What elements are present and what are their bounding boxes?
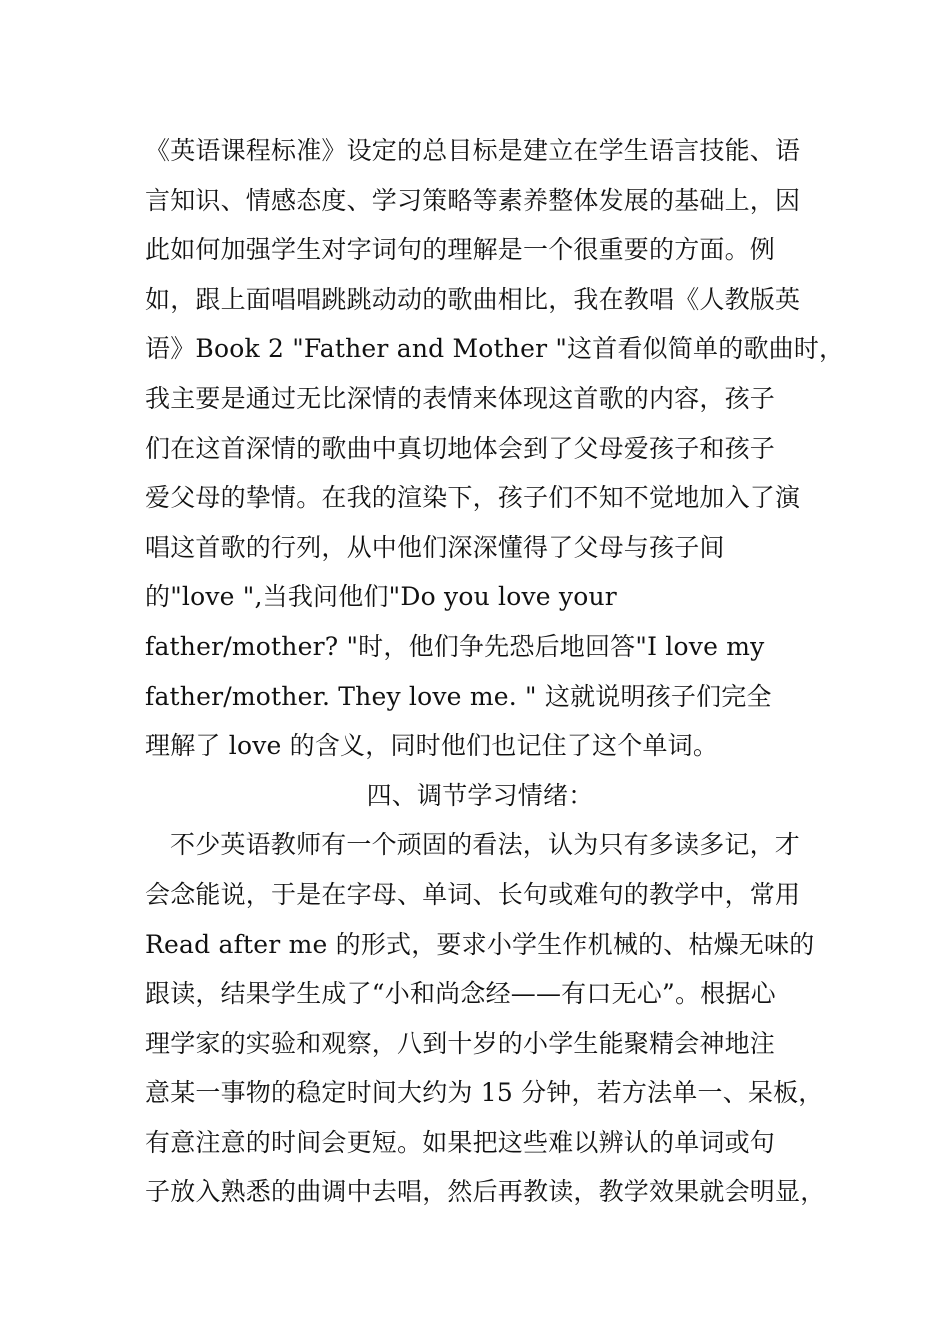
- text-line: 理解了 love 的含义，同时他们也记住了这个单词。: [145, 731, 719, 761]
- text-line: 跟读，结果学生成了“小和尚念经——有口无心”。根据心: [145, 979, 776, 1009]
- text-line: 的"love ",当我问他们"Do you love your: [145, 582, 617, 612]
- section-heading: 四、调节学习情绪：: [366, 780, 594, 810]
- text-line: 意某一事物的稳定时间大约为 15 分钟，若方法单一、呆板，: [145, 1078, 824, 1108]
- text-line: Read after me 的形式，要求小学生作机械的、枯燥无味的: [145, 929, 815, 959]
- body-text: [145, 126, 845, 1217]
- text-line: 有意注意的时间会更短。如果把这些难以辨认的单词或句: [145, 1127, 776, 1157]
- text-line: father/mother? "时，他们争先恐后地回答"I love my: [145, 631, 765, 661]
- text-line: 会念能说，于是在字母、单词、长句或难句的教学中，常用: [145, 879, 801, 909]
- text-line: 《英语课程标准》设定的总目标是建立在学生语言技能、语: [145, 136, 801, 165]
- text-line: father/mother. They love me. " 这就说明孩子们完全: [145, 681, 772, 711]
- text-line: 语》Book 2 "Father and Mother "这首看似简单的歌曲时，: [145, 334, 845, 364]
- text-line: 子放入熟悉的曲调中去唱，然后再教读，教学效果就会明显，: [145, 1177, 826, 1207]
- text-line: 爱父母的挚情。在我的渲染下，孩子们不知不觉地加入了演: [145, 483, 801, 513]
- text-line: 如，跟上面唱唱跳跳动动的歌曲相比，我在教唱《人教版英: [145, 284, 801, 314]
- text-line: 理学家的实验和观察，八到十岁的小学生能聚精会神地注: [145, 1028, 776, 1058]
- text-line: 言知识、情感态度、学习策略等素养整体发展的基础上，因: [145, 185, 801, 215]
- text-line: 们在这首深情的歌曲中真切地体会到了父母爱孩子和孩子: [145, 433, 776, 463]
- text-line: 唱这首歌的行列，从中他们深深懂得了父母与孩子间: [145, 532, 725, 562]
- text-line: 此如何加强学生对字词句的理解是一个很重要的方面。例: [145, 235, 776, 265]
- text-line: 不少英语教师有一个顽固的看法，认为只有多读多记，才: [170, 830, 801, 860]
- text-line: 我主要是通过无比深情的表情来体现这首歌的内容，孩子: [145, 383, 776, 413]
